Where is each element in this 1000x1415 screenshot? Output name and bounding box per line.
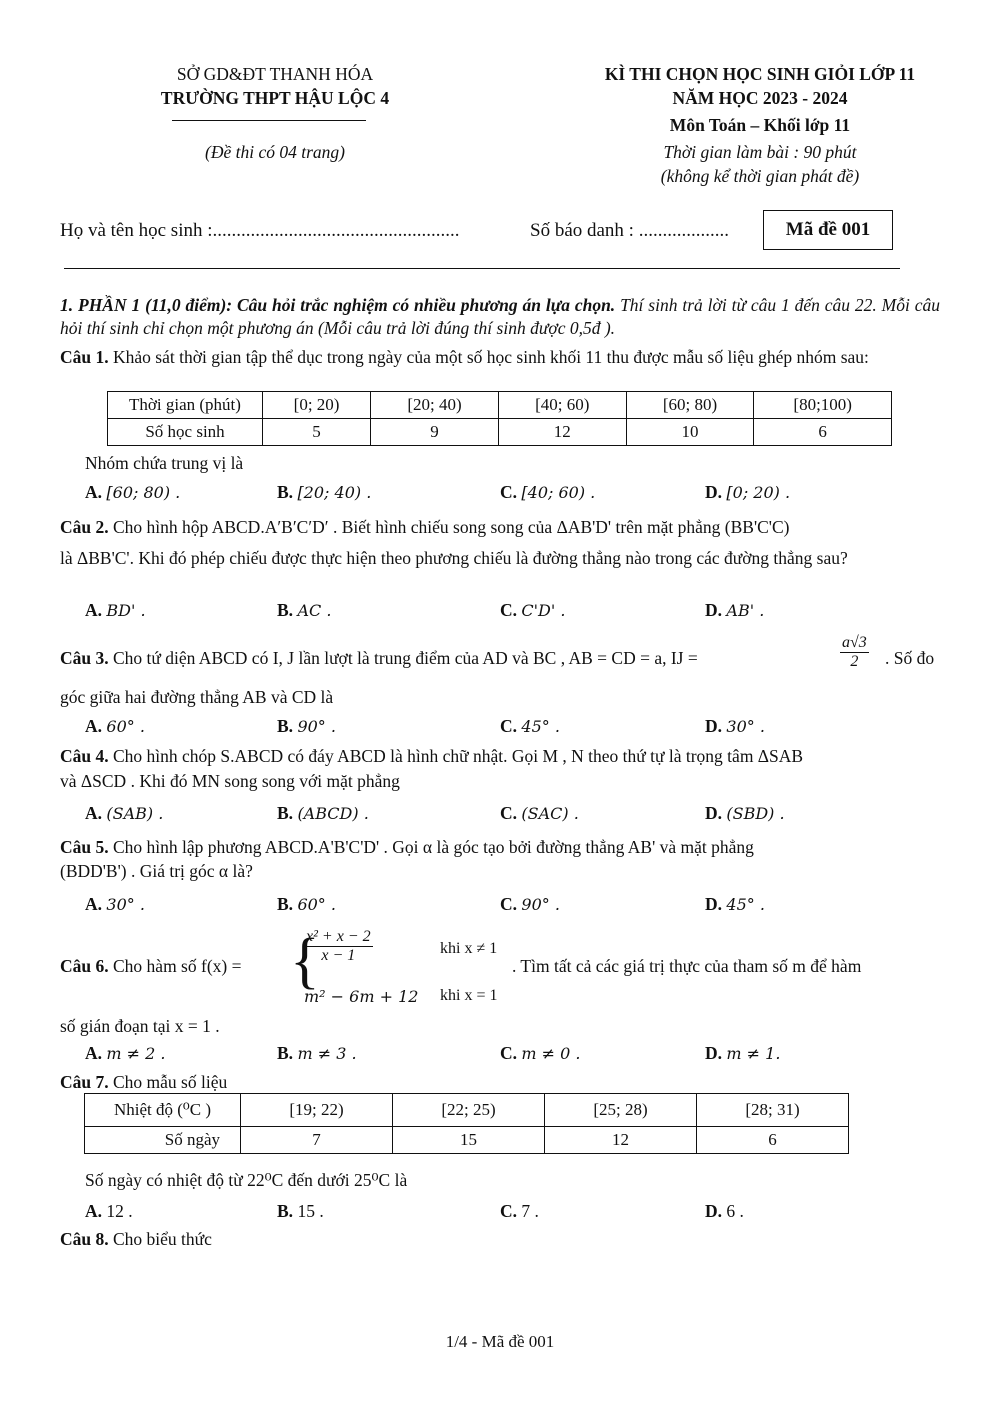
table-cell: Nhiệt độ (⁰C ) — [85, 1094, 241, 1127]
question-7-option-d: D. 6 . — [705, 1201, 744, 1221]
header-divider — [172, 120, 366, 121]
table-cell: Số ngày — [85, 1127, 241, 1154]
question-7-option-c: C. 7 . — [500, 1201, 539, 1221]
question-1-text: Khảo sát thời gian tập thể dục trong ngày của một số học sinh khối 11 thu được mẫu số liệu ghép nhóm sau: — [108, 347, 869, 367]
exam-time: Thời gian làm bài : 90 phút — [663, 142, 857, 162]
question-3-text-line2: góc giữa hai đường thẳng AB và CD là — [60, 687, 334, 707]
question-5-option-c: C. 90° . — [500, 894, 560, 914]
question-4 — [60, 745, 940, 768]
question-6-option-b: B. m ≠ 3 . — [277, 1043, 357, 1063]
table-cell: Thời gian (phút) — [108, 392, 263, 419]
section1-instructions — [60, 294, 940, 340]
question-3-label: Câu 3. — [60, 648, 109, 668]
question-2-option-c: C. C'D' . — [500, 600, 566, 620]
question-3 — [60, 648, 940, 669]
question-6-case2-expression: m² − 6m + 12 — [304, 987, 419, 1006]
question-3-text-end: . Số đo — [885, 648, 935, 668]
piecewise-brace: { — [290, 927, 320, 995]
student-id-field: Số báo danh : ................... — [530, 220, 729, 241]
question-2-option-a: A. BD' . — [85, 600, 146, 620]
question-4-option-a: A. (SAB) . — [85, 803, 164, 823]
school-name: TRƯỜNG THPT HẬU LỘC 4 — [160, 88, 390, 108]
question-3-fraction: $\frac{a√3}{2}$ — [842, 634, 867, 670]
question-6-option-c: C. m ≠ 0 . — [500, 1043, 581, 1063]
question-3-option-c: C. 45° . — [500, 716, 560, 736]
question-1-option-c: C. [40; 60) . — [500, 482, 596, 502]
question-2 — [60, 516, 940, 539]
table-cell: [20; 40) — [371, 392, 499, 419]
table-cell: Số học sinh — [108, 419, 263, 446]
table-cell: 12 — [498, 419, 626, 446]
question-2-option-d: D. AB' . — [705, 600, 765, 620]
table-cell: 6 — [697, 1127, 849, 1154]
table-cell: [22; 25) — [393, 1094, 545, 1127]
table-cell: [28; 31) — [697, 1094, 849, 1127]
table-cell: [25; 28) — [545, 1094, 697, 1127]
question-7-table — [84, 1093, 849, 1154]
question-1-option-a: A. [60; 80) . — [85, 482, 181, 502]
question-4-text: Cho hình chóp S.ABCD có đáy ABCD là hình chữ nhật. Gọi M , N theo thứ tự là trọng tâm ΔSAB — [108, 746, 804, 766]
question-6-option-d: D. m ≠ 1. — [705, 1043, 781, 1063]
question-7-option-b: B. 15 . — [277, 1201, 324, 1221]
question-1-option-d: D. [0; 20) . — [705, 482, 791, 502]
question-1-prompt: Nhóm chứa trung vị là — [85, 453, 244, 473]
table-cell: [40; 60) — [498, 392, 626, 419]
page-footer: 1/4 - Mã đề 001 — [445, 1332, 555, 1351]
table-cell: 10 — [626, 419, 754, 446]
question-1-label: Câu 1. — [60, 347, 109, 367]
subject: Môn Toán – Khối lớp 11 — [669, 115, 851, 135]
section1-description: Thí sinh trả lời từ câu 1 đến câu 22. Mỗi câu hỏi thí sinh chỉ chọn một phương án (Mỗi câu trả lời đúng thí sinh được 0,5đ ). — [60, 295, 941, 338]
question-8 — [60, 1229, 212, 1250]
question-4-text-line2: và ΔSCD . Khi đó MN song song với mặt phẳng — [60, 771, 400, 791]
question-1 — [60, 346, 940, 369]
student-name-field: Họ và tên học sinh :.................................................... — [60, 220, 460, 241]
question-2-option-b: B. AC . — [277, 600, 332, 620]
page-count-note: (Đề thi có 04 trang) — [205, 142, 345, 162]
question-7-prompt: Số ngày có nhiệt độ từ 22⁰C đến dưới 25⁰C là — [85, 1170, 408, 1190]
question-7-label: Câu 7. — [60, 1072, 109, 1092]
question-6-case1-condition: khi x ≠ 1 — [440, 940, 498, 957]
question-3-option-b: B. 90° . — [277, 716, 336, 736]
table-cell: 5 — [263, 419, 371, 446]
question-7 — [60, 1072, 227, 1093]
info-divider — [64, 268, 900, 269]
question-6-label: Câu 6. — [60, 956, 109, 976]
exam-code-box: Mã đề 001 — [763, 210, 893, 250]
table-cell: 6 — [754, 419, 892, 446]
table-cell: [19; 22) — [241, 1094, 393, 1127]
exam-title: KÌ THI CHỌN HỌC SINH GIỎI LỚP 11 — [604, 64, 916, 84]
question-6-text-line2: số gián đoạn tại x = 1 . — [60, 1016, 220, 1036]
question-8-text: Cho biểu thức — [108, 1229, 212, 1249]
question-4-label: Câu 4. — [60, 746, 109, 766]
question-8-label: Câu 8. — [60, 1229, 109, 1249]
question-3-option-d: D. 30° . — [705, 716, 765, 736]
question-4-option-c: C. (SAC) . — [500, 803, 579, 823]
table-cell: 7 — [241, 1127, 393, 1154]
question-5 — [60, 836, 940, 859]
question-3-option-a: A. 60° . — [85, 716, 145, 736]
school-year: NĂM HỌC 2023 - 2024 — [672, 88, 848, 108]
question-4-option-b: B. (ABCD) . — [277, 803, 369, 823]
table-cell: 12 — [545, 1127, 697, 1154]
question-6 — [60, 956, 241, 977]
question-5-text-line2: (BDD'B') . Giá trị góc α là? — [60, 861, 253, 881]
question-5-option-d: D. 45° . — [705, 894, 765, 914]
question-6-tail: . Tìm tất cả các giá trị thực của tham số m để hàm — [512, 956, 862, 976]
question-2-text: Cho hình hộp ABCD.A′B′C′D′ . Biết hình chiếu song song của ΔAB'D' trên mặt phẳng (BB'C'C) — [108, 517, 790, 537]
question-4-option-d: D. (SBD) . — [705, 803, 785, 823]
question-6-option-a: A. m ≠ 2 . — [85, 1043, 166, 1063]
question-7-text: Cho mẫu số liệu — [108, 1072, 228, 1092]
question-3-text: Cho tứ diện ABCD có I, J lần lượt là trung điểm của AD và BC , AB = CD = a, IJ = — [108, 648, 698, 668]
question-5-text: Cho hình lập phương ABCD.A'B'C'D' . Gọi α là góc tạo bởi đường thẳng AB' và mặt phẳng — [108, 837, 754, 857]
table-cell: [0; 20) — [263, 392, 371, 419]
question-5-label: Câu 5. — [60, 837, 109, 857]
department-name: SỞ GD&ĐT THANH HÓA — [176, 64, 374, 84]
exam-time-note: (không kể thời gian phát đề) — [660, 166, 860, 186]
question-2-label: Câu 2. — [60, 517, 109, 537]
question-5-option-a: A. 30° . — [85, 894, 145, 914]
question-1-option-b: B. [20; 40) . — [277, 482, 372, 502]
question-2-text-line2: là ΔBB'C'. Khi đó phép chiếu được thực hiện theo phương chiếu là đường thẳng nào trong các đường thẳng sau? — [60, 548, 848, 568]
question-6-case1-fraction: $\frac{\text{x² + x − 2}}{x - 1}$ — [306, 928, 371, 964]
table-cell: [60; 80) — [626, 392, 754, 419]
question-1-table — [107, 391, 892, 446]
question-5-option-b: B. 60° . — [277, 894, 336, 914]
section1-title: 1. PHẦN 1 (11,0 điểm): Câu hỏi trắc nghiệm có nhiều phương án lựa chọn. — [60, 295, 616, 315]
table-cell: [80;100) — [754, 392, 892, 419]
table-cell: 15 — [393, 1127, 545, 1154]
table-cell: 9 — [371, 419, 499, 446]
question-7-option-a: A. 12 . — [85, 1201, 133, 1221]
question-6-case2-condition: khi x = 1 — [440, 987, 498, 1004]
question-6-intro: Cho hàm số f(x) = — [108, 956, 242, 976]
